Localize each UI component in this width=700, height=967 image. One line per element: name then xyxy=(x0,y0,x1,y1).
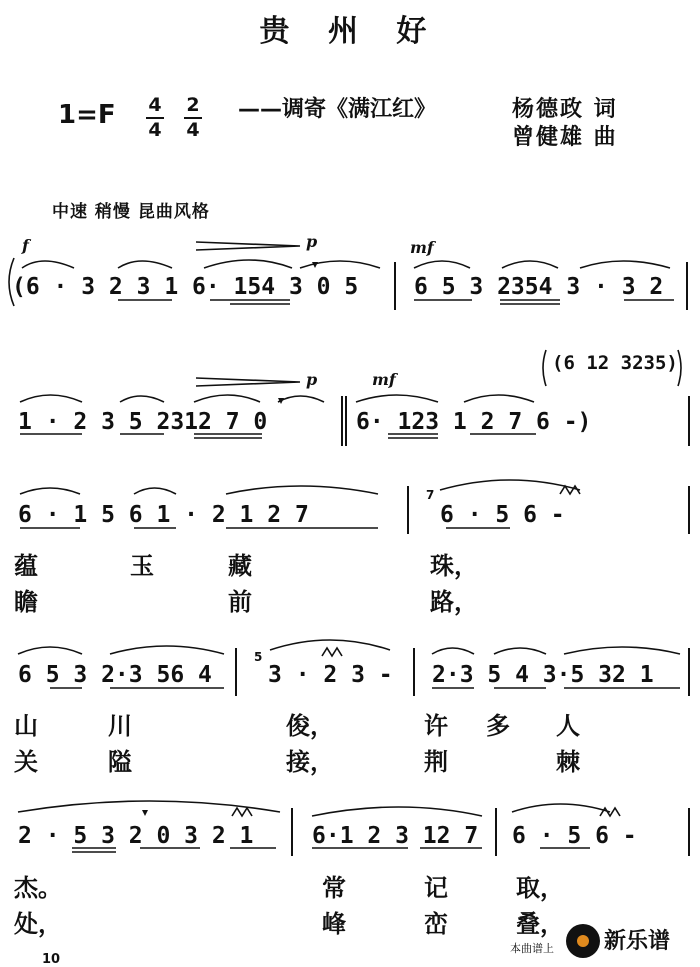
slur-mark xyxy=(464,395,534,402)
lyricist-credit: 杨德政 词 xyxy=(512,97,618,122)
slur-mark xyxy=(20,395,82,402)
time-signature-2-4: 2 4 xyxy=(184,96,202,140)
brand-logo-text: 新乐谱 xyxy=(604,929,671,954)
lyric-verse2: 瞻 xyxy=(14,587,38,616)
slur-mark xyxy=(432,648,474,654)
lyric-verse2: 关 xyxy=(14,747,38,776)
slur-mark xyxy=(110,646,224,654)
lyric-verse1: 记 xyxy=(424,873,448,902)
source-caption: 本曲谱上 xyxy=(510,942,554,955)
decrescendo-hairpin xyxy=(196,378,300,386)
composer-credit: 曾健雄 曲 xyxy=(512,125,618,150)
system3-measure1-notes: 6 · 1 5 6 1 · 2 1 2 7 xyxy=(18,502,309,528)
accent-mark xyxy=(142,810,148,816)
slur-mark xyxy=(300,261,380,268)
grace-note: 7 xyxy=(426,488,435,502)
lyric-verse2: 棘 xyxy=(556,747,580,776)
dynamic-forte: f xyxy=(22,236,29,255)
slur-mark xyxy=(502,261,558,268)
dynamic-piano: p xyxy=(306,232,318,251)
decrescendo-hairpin xyxy=(196,242,300,250)
lyric-verse1: 人 xyxy=(556,711,580,740)
lyric-verse1: 许 xyxy=(424,711,448,740)
lyric-verse2: 叠， xyxy=(516,909,564,938)
lyric-verse1: 俊， xyxy=(286,711,334,740)
slur-mark xyxy=(134,488,176,494)
slur-mark xyxy=(312,807,482,816)
lyric-verse2: 前 xyxy=(228,587,252,616)
subtitle: ——调寄《满江红》 xyxy=(238,97,437,122)
slur-mark xyxy=(356,395,438,402)
dynamic-mezzo-forte: mf xyxy=(372,370,396,389)
slur-mark xyxy=(120,396,164,402)
lyric-verse1: 山 xyxy=(14,711,38,740)
system5-measure1-notes: 2 · 5 3 2 0 3 2 1 xyxy=(18,823,254,849)
system1-measure1-notes: (6 · 3 2 3 1 6· 154 3 0 5 xyxy=(12,274,359,300)
slur-mark xyxy=(278,396,324,402)
left-paren-mark xyxy=(9,258,14,306)
lyric-verse2: 荆 xyxy=(424,747,448,776)
right-paren-mark xyxy=(678,350,681,386)
system5-measure3-notes: 6 · 5 6 - xyxy=(512,823,637,849)
key-signature: 1=F xyxy=(58,100,116,130)
lyric-verse2: 峦 xyxy=(424,909,448,938)
lyric-verse2: 处， xyxy=(14,909,62,938)
lyric-verse2: 隘 xyxy=(108,747,132,776)
slur-mark xyxy=(512,804,610,812)
slur-mark xyxy=(494,648,546,654)
system5-measure2-notes: 6·1 2 3 12 7 xyxy=(312,823,479,849)
grace-note: 5 xyxy=(254,650,263,664)
slur-mark xyxy=(204,260,292,268)
lyric-verse1: 蕴 xyxy=(14,551,38,580)
slur-mark xyxy=(194,395,260,402)
lyric-verse1: 珠， xyxy=(430,551,478,580)
song-title: 贵 州 好 xyxy=(259,14,441,49)
slur-mark xyxy=(270,640,390,650)
slur-mark xyxy=(18,647,82,654)
record-disc-icon xyxy=(566,924,600,958)
slur-mark xyxy=(226,486,378,494)
lyric-verse1: 常 xyxy=(322,873,346,902)
system3-measure2-notes: 6 · 5 6 - xyxy=(440,502,565,528)
system2-measure2-notes: 6· 123 1 2 7 6 -) xyxy=(356,409,592,435)
slur-mark xyxy=(20,488,80,494)
left-paren-mark xyxy=(543,350,546,386)
lyric-verse1: 取， xyxy=(516,873,564,902)
lyric-verse2: 路， xyxy=(430,587,478,616)
slur-mark xyxy=(580,261,670,268)
system1-measure2-notes: 6 5 3 2354 3 · 3 2 xyxy=(414,274,664,300)
slur-mark xyxy=(440,480,580,490)
lyric-verse1: 杰。 xyxy=(14,873,62,902)
system4-measure1-notes: 6 5 3 2·3 56 4 xyxy=(18,662,212,688)
system2-alternate-notes: (6 12 3235) xyxy=(552,352,678,374)
page-number: 10 xyxy=(42,952,61,967)
slur-mark xyxy=(414,261,470,268)
tempo-marking: 中速 稍慢 昆曲风格 xyxy=(52,202,210,222)
system2-measure1-notes: 1 · 2 3 5 2312 7 0 xyxy=(18,409,268,435)
slur-mark xyxy=(22,261,74,268)
dynamic-piano: p xyxy=(306,370,318,389)
lyric-verse2: 接， xyxy=(286,747,334,776)
slur-mark xyxy=(118,261,172,268)
lyric-verse1: 多 xyxy=(486,711,510,740)
lyric-verse1: 川 xyxy=(108,711,132,740)
lyric-verse1: 玉 xyxy=(130,551,154,580)
ornament-mark xyxy=(322,648,342,656)
system4-measure2-notes: 3 · 2 3 - xyxy=(268,662,393,688)
system4-measure3-notes: 2·3 5 4 3·5 32 1 xyxy=(432,662,654,688)
slur-mark xyxy=(18,801,280,812)
ornament-mark xyxy=(232,808,252,816)
lyric-verse1: 藏 xyxy=(228,551,252,580)
dynamic-mezzo-forte: mf xyxy=(410,238,434,257)
lyric-verse2: 峰 xyxy=(322,909,346,938)
slur-mark xyxy=(564,647,680,654)
time-signature-4-4: 4 4 xyxy=(146,96,164,140)
